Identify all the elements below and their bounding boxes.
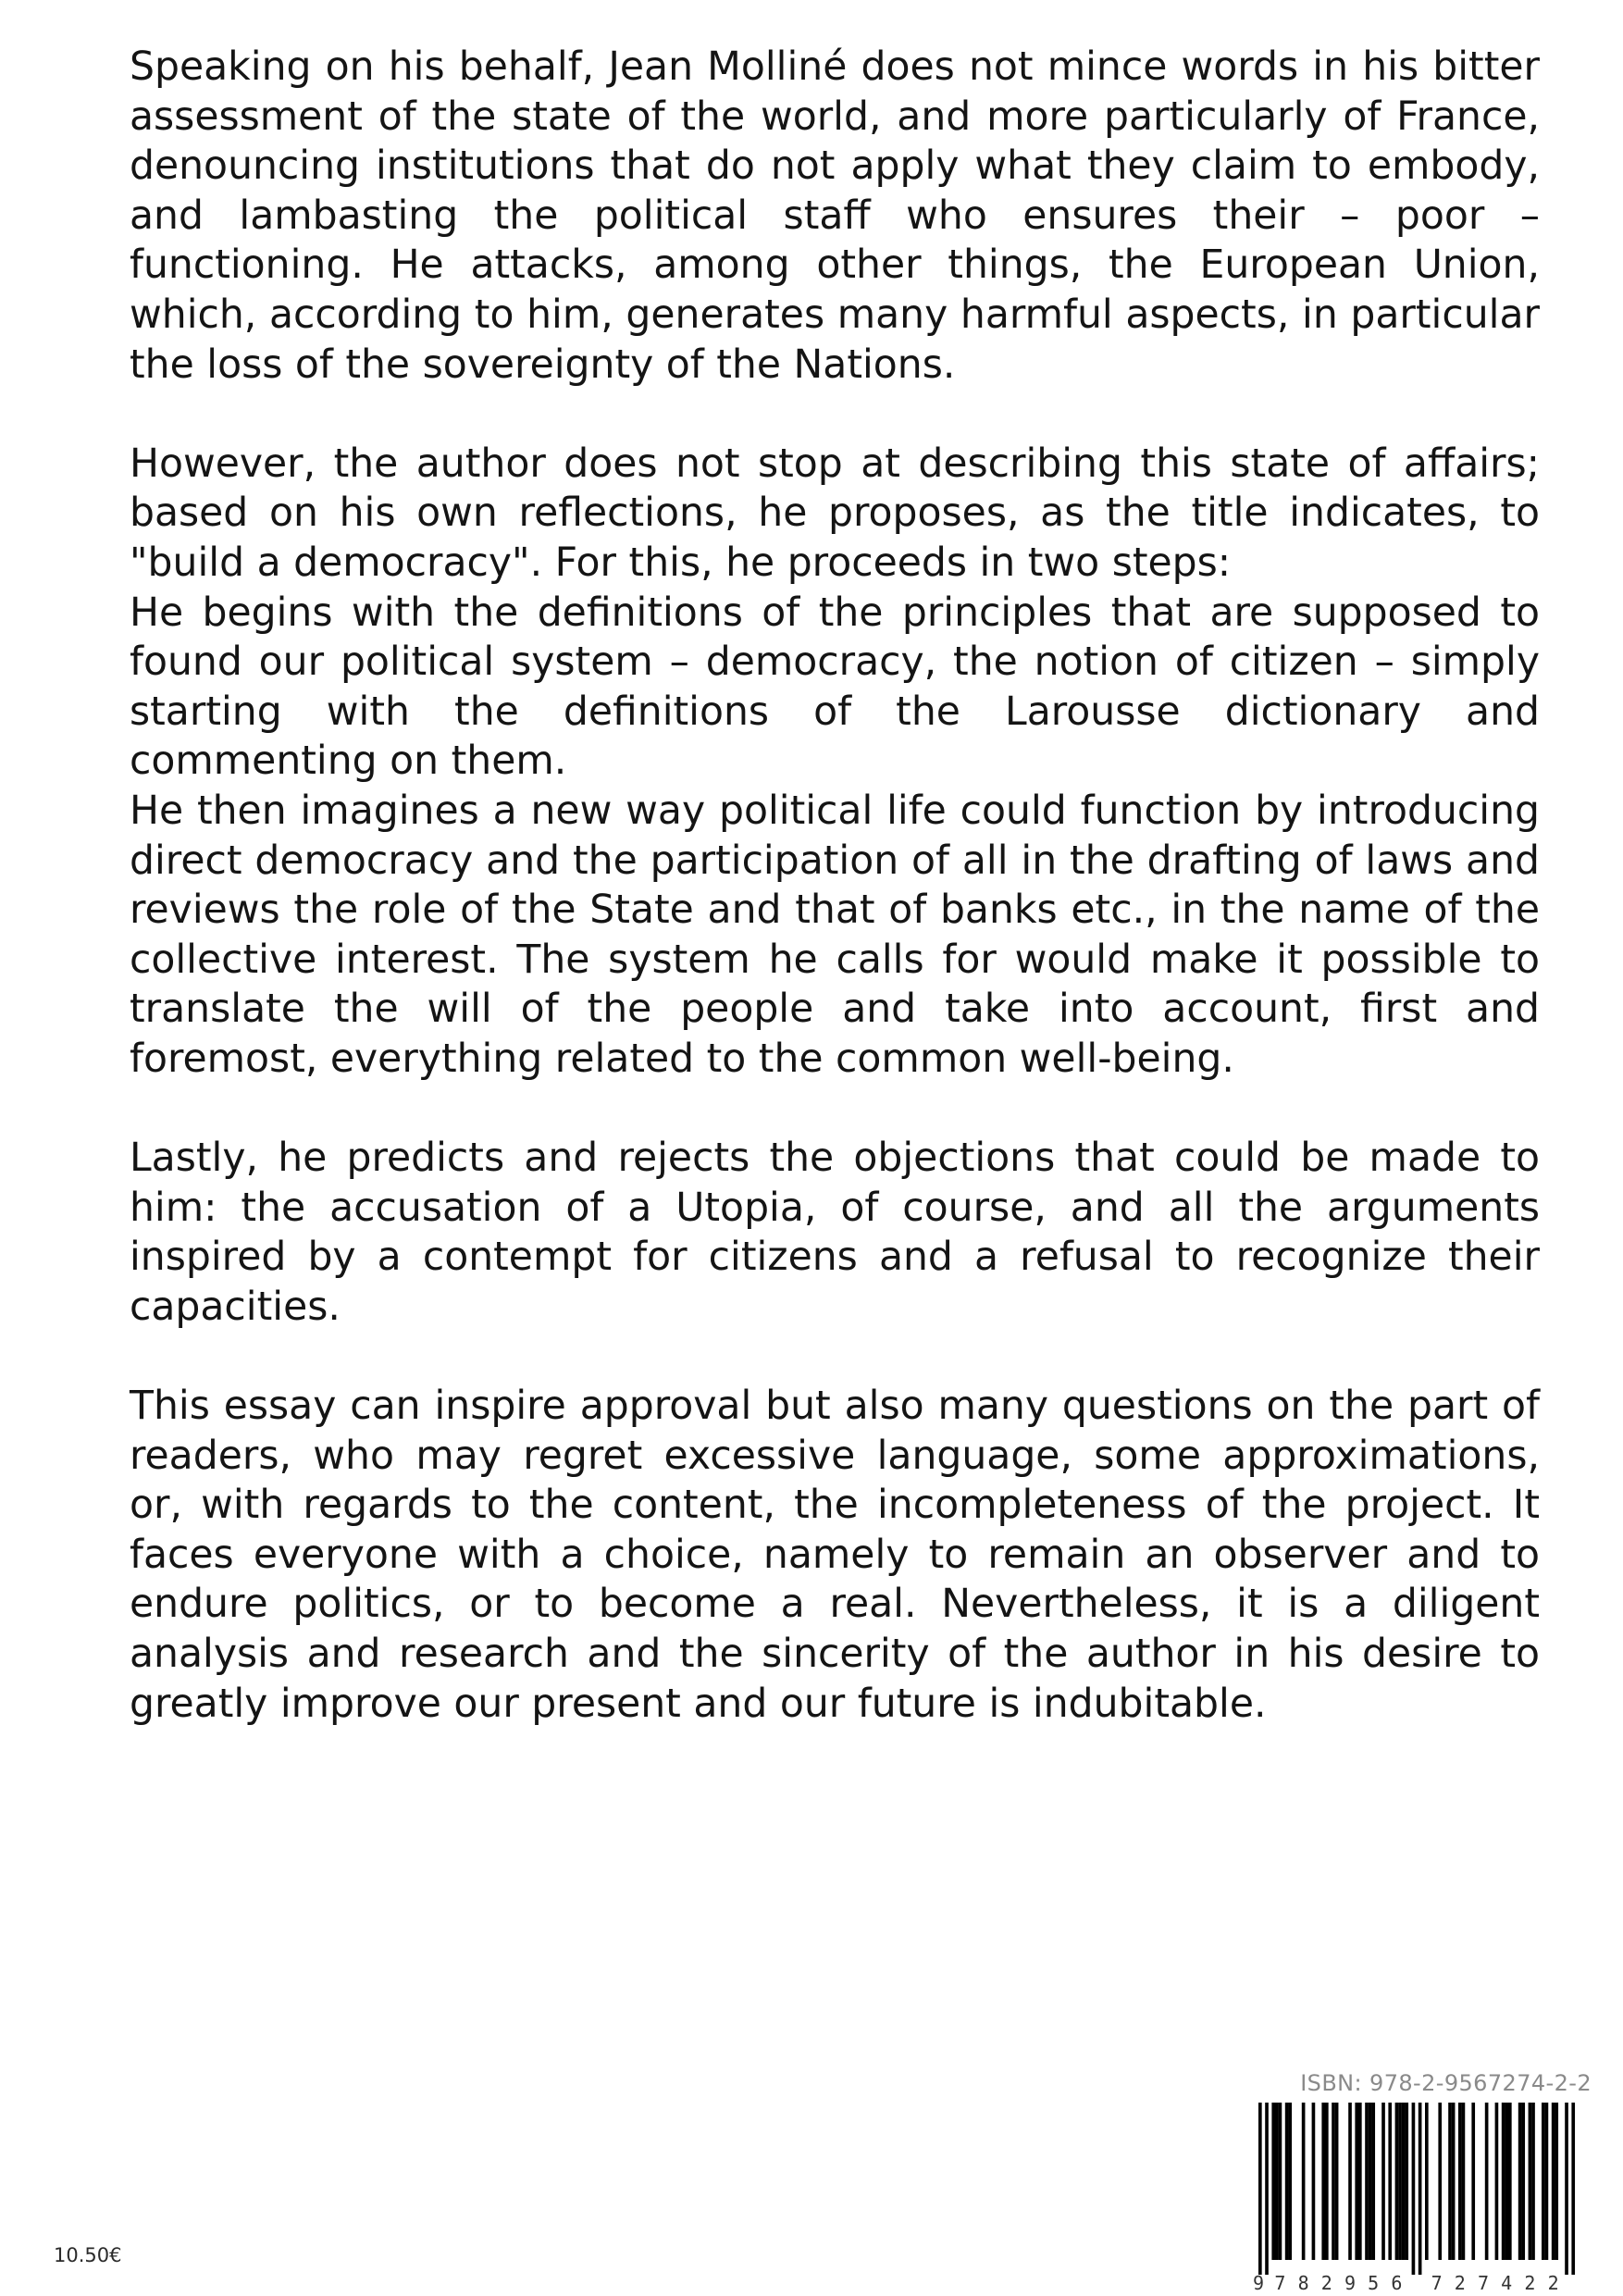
barcode-bar <box>1448 2103 1452 2260</box>
barcode-bar <box>1505 2103 1508 2260</box>
barcode-bar <box>1529 2103 1532 2260</box>
barcode-bar <box>1285 2103 1289 2260</box>
barcode-bar <box>1369 2103 1372 2260</box>
barcode-digit: 6 <box>1391 2272 1403 2294</box>
barcode-bar <box>1275 2103 1279 2260</box>
barcode-digit: 5 <box>1368 2272 1380 2294</box>
barcode-bar <box>1508 2103 1512 2260</box>
barcode-bar <box>1438 2103 1442 2260</box>
barcode-bar <box>1365 2103 1369 2260</box>
barcode-digit: 7 <box>1431 2272 1443 2294</box>
barcode-bar <box>1258 2103 1262 2275</box>
paragraph: Speaking on his behalf, Jean Molliné does not mince words in his bitter assessment of the state of the world, and more particularly of France, denouncing institutions that do not apply what they claim to embody, and lambasting the political staff who ensures their – poor – functioning. He attacks, among other things, the European Union, which, according to him, generates many harmful aspects, in particular the loss of the sovereignty of the Nations. <box>130 44 1540 388</box>
back-cover-text <box>130 43 1540 1729</box>
isbn-label: ISBN: 978-2-9567274-2-2 <box>1300 2070 1592 2096</box>
barcode-bar <box>1348 2103 1352 2260</box>
barcode-bar <box>1398 2103 1402 2260</box>
paragraph: He then imagines a new way political life could function by introducing direct democracy and the participation of all in the drafting of laws and reviews the role of the State and that of banks etc., in the name of the collective interest. The system he calls for would make it possible to translate the will of the people and take into account, first and foremost, everything related to the common well-being. <box>130 788 1540 1082</box>
paragraph: Lastly, he predicts and rejects the objections that could be made to him: the accusation of a Utopia, of course, and all the arguments inspired by a contempt for citizens and a refusal to recognize their capacities. <box>130 1136 1540 1330</box>
barcode-bar <box>1321 2103 1325 2260</box>
barcode-bar <box>1271 2103 1275 2260</box>
barcode-bar <box>1358 2103 1362 2260</box>
barcode-bar <box>1302 2103 1306 2260</box>
barcode-bar <box>1332 2103 1335 2260</box>
barcode-bar <box>1485 2103 1489 2260</box>
barcode-bar <box>1452 2103 1456 2260</box>
barcode-bar <box>1265 2103 1269 2275</box>
barcode-digit: 4 <box>1501 2272 1513 2294</box>
barcode-bar <box>1552 2103 1555 2260</box>
barcode-digit: 7 <box>1274 2272 1286 2294</box>
barcode-bar <box>1395 2103 1399 2260</box>
barcode-digit: 2 <box>1524 2272 1536 2294</box>
barcode-bar <box>1462 2103 1466 2260</box>
barcode-bar <box>1495 2103 1499 2260</box>
barcode-bar <box>1412 2103 1416 2275</box>
barcode-digit: 7 <box>1477 2272 1490 2294</box>
barcode-bar <box>1325 2103 1329 2260</box>
barcode-bar <box>1381 2103 1385 2260</box>
paragraph: This essay can inspire approval but also many questions on the part of readers, who may regret excessive language, some approximations, or, with regards to the content, the incompleteness of the project. It faces everyone with a choice, namely to remain an observer and to endure politics, or to become a real. Nevertheless, it is a diligent analysis and research and the sincerity of the author in his desire to greatly improve our present and our future is indubitable. <box>130 1384 1540 1727</box>
barcode-digit: 2 <box>1454 2272 1466 2294</box>
barcode-bar <box>1405 2103 1408 2260</box>
barcode-digit: 2 <box>1320 2272 1332 2294</box>
barcode-bar <box>1571 2103 1575 2275</box>
barcode-digit: 8 <box>1297 2272 1309 2294</box>
barcode-bar <box>1288 2103 1292 2260</box>
barcode-bar <box>1335 2103 1339 2260</box>
barcode-bar <box>1565 2103 1568 2275</box>
barcode-digit: 9 <box>1252 2272 1265 2294</box>
barcode-bar <box>1355 2103 1358 2260</box>
barcode-bar <box>1471 2103 1475 2260</box>
barcode-bar <box>1388 2103 1392 2260</box>
barcode-bar <box>1312 2103 1316 2260</box>
barcode-bar <box>1555 2103 1558 2260</box>
barcode-bar <box>1545 2103 1549 2260</box>
barcode-bar <box>1371 2103 1375 2260</box>
barcode-bar <box>1531 2103 1535 2260</box>
paragraph: However, the author does not stop at describing this state of affairs; based on his own reflections, he proposes, as the title indicates, to "build a democracy". For this, he proceeds in two steps: <box>130 441 1540 586</box>
barcode-bar <box>1521 2103 1525 2260</box>
barcode-bar <box>1502 2103 1505 2260</box>
barcode-bar <box>1518 2103 1522 2260</box>
barcode-digit: 2 <box>1547 2272 1559 2294</box>
barcode-bar <box>1419 2103 1422 2275</box>
barcode-bar <box>1402 2103 1406 2260</box>
barcode-bar <box>1425 2103 1429 2260</box>
isbn-barcode <box>1252 2101 1599 2295</box>
paragraph: He begins with the definitions of the principles that are supposed to found our political system – democracy, the notion of citizen – simply starting with the definitions of the Larousse dictionary and commenting on them. <box>130 590 1540 785</box>
price-label: 10.50€ <box>54 2244 122 2266</box>
barcode-bar <box>1279 2103 1282 2260</box>
barcode-bar <box>1542 2103 1545 2260</box>
barcode-bar <box>1458 2103 1462 2260</box>
barcode-digit: 9 <box>1344 2272 1357 2294</box>
